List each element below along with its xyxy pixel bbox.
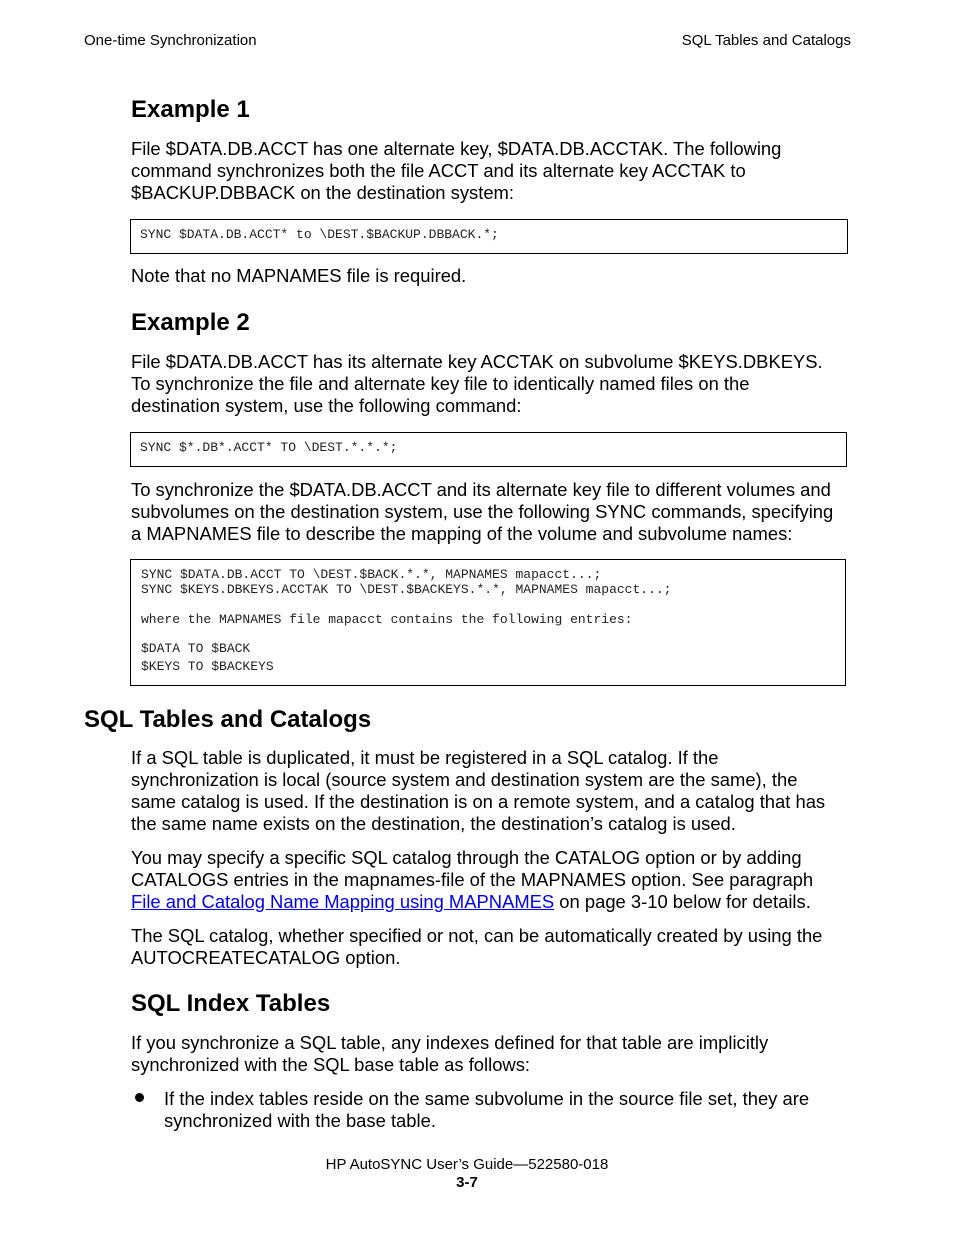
code-line: SYNC $*.DB*.ACCT* TO \DEST.*.*.*; bbox=[140, 440, 398, 455]
text-line: CATALOGS entries in the mapnames-file of the MAPNAMES option. See paragraph bbox=[131, 869, 814, 890]
text-line: If a SQL table is duplicated, it must be registered in a SQL catalog. If the bbox=[131, 747, 719, 768]
bullet-icon bbox=[135, 1093, 144, 1102]
text-line: To synchronize the $DATA.DB.ACCT and its alternate key file to different volumes and bbox=[131, 479, 831, 500]
text-line: You may specify a specific SQL catalog through the CATALOG option or by adding bbox=[131, 847, 802, 868]
running-header-chapter: One-time Synchronization bbox=[84, 32, 257, 49]
example2-paragraph-2 bbox=[131, 479, 851, 545]
text-line: synchronized with the SQL base table as follows: bbox=[131, 1054, 531, 1075]
page-number: 3-7 bbox=[456, 1174, 478, 1191]
text-line: $BACKUP.DBBACK on the destination system: bbox=[131, 182, 514, 203]
mapnames-link[interactable]: File and Catalog Name Mapping using MAPNAMES bbox=[131, 891, 555, 912]
example2-heading: Example 2 bbox=[131, 309, 250, 336]
example2-paragraph-1 bbox=[131, 351, 851, 417]
text-line: synchronized with the base table. bbox=[164, 1110, 436, 1131]
sql-index-bullet-item bbox=[164, 1088, 854, 1132]
code-line: SYNC $KEYS.DBKEYS.ACCTAK TO \DEST.$BACKEYS.*.*, MAPNAMES mapacct...; bbox=[141, 582, 672, 597]
text-line: subvolumes on the destination system, use the following SYNC commands, specifying bbox=[131, 501, 834, 522]
sql-tables-paragraph-2 bbox=[131, 847, 851, 913]
text-line: synchronization is local (source system and destination system are the same), the bbox=[131, 769, 798, 790]
example1-paragraph bbox=[131, 138, 851, 204]
text-line: a MAPNAMES file to describe the mapping of the volume and subvolume names: bbox=[131, 523, 793, 544]
text-line: same catalog is used. If the destination is on a remote system, and a catalog that has bbox=[131, 791, 826, 812]
text-line: File $DATA.DB.ACCT has its alternate key ACCTAK on subvolume $KEYS.DBKEYS. bbox=[131, 351, 823, 372]
text-line: To synchronize the file and alternate key file to identically named files on the bbox=[131, 373, 750, 394]
text-line: command synchronizes both the file ACCT and its alternate key ACCTAK to bbox=[131, 160, 746, 181]
link-trailing-text: on page 3-10 below for details. bbox=[554, 891, 811, 912]
sql-tables-paragraph-3 bbox=[131, 925, 851, 969]
text-line bbox=[131, 891, 851, 913]
example2-code-box-1 bbox=[130, 432, 847, 467]
example1-code-box bbox=[130, 219, 848, 254]
example2-code-box-2 bbox=[130, 559, 846, 686]
code-line: $KEYS TO $BACKEYS bbox=[141, 659, 274, 674]
text-line: File $DATA.DB.ACCT has one alternate key, $DATA.DB.ACCTAK. The following bbox=[131, 138, 782, 159]
sql-index-paragraph bbox=[131, 1032, 851, 1076]
example1-heading: Example 1 bbox=[131, 96, 250, 123]
sql-tables-heading: SQL Tables and Catalogs bbox=[84, 706, 372, 733]
text-line: The SQL catalog, whether specified or not, can be automatically created by using the bbox=[131, 925, 823, 946]
code-line: SYNC $DATA.DB.ACCT TO \DEST.$BACK.*.*, MAPNAMES mapacct...; bbox=[141, 567, 602, 582]
text-line: destination system, use the following command: bbox=[131, 395, 522, 416]
text-line: If you synchronize a SQL table, any indexes defined for that table are implicitly bbox=[131, 1032, 769, 1053]
text-line: AUTOCREATECATALOG option. bbox=[131, 947, 401, 968]
text-line: the same name exists on the destination, the destination’s catalog is used. bbox=[131, 813, 736, 834]
sql-index-heading: SQL Index Tables bbox=[131, 990, 331, 1017]
footer-title: HP AutoSYNC User’s Guide—522580-018 bbox=[325, 1156, 609, 1173]
code-line: where the MAPNAMES file mapacct contains the following entries: bbox=[141, 612, 633, 627]
text-line: If the index tables reside on the same subvolume in the source file set, they are bbox=[164, 1088, 810, 1109]
code-line: SYNC $DATA.DB.ACCT* to \DEST.$BACKUP.DBBACK.*; bbox=[140, 227, 499, 242]
running-header-section: SQL Tables and Catalogs bbox=[681, 32, 851, 49]
example1-note: Note that no MAPNAMES file is required. bbox=[131, 265, 467, 286]
code-line: $DATA TO $BACK bbox=[141, 641, 251, 656]
sql-tables-paragraph-1 bbox=[131, 747, 851, 835]
